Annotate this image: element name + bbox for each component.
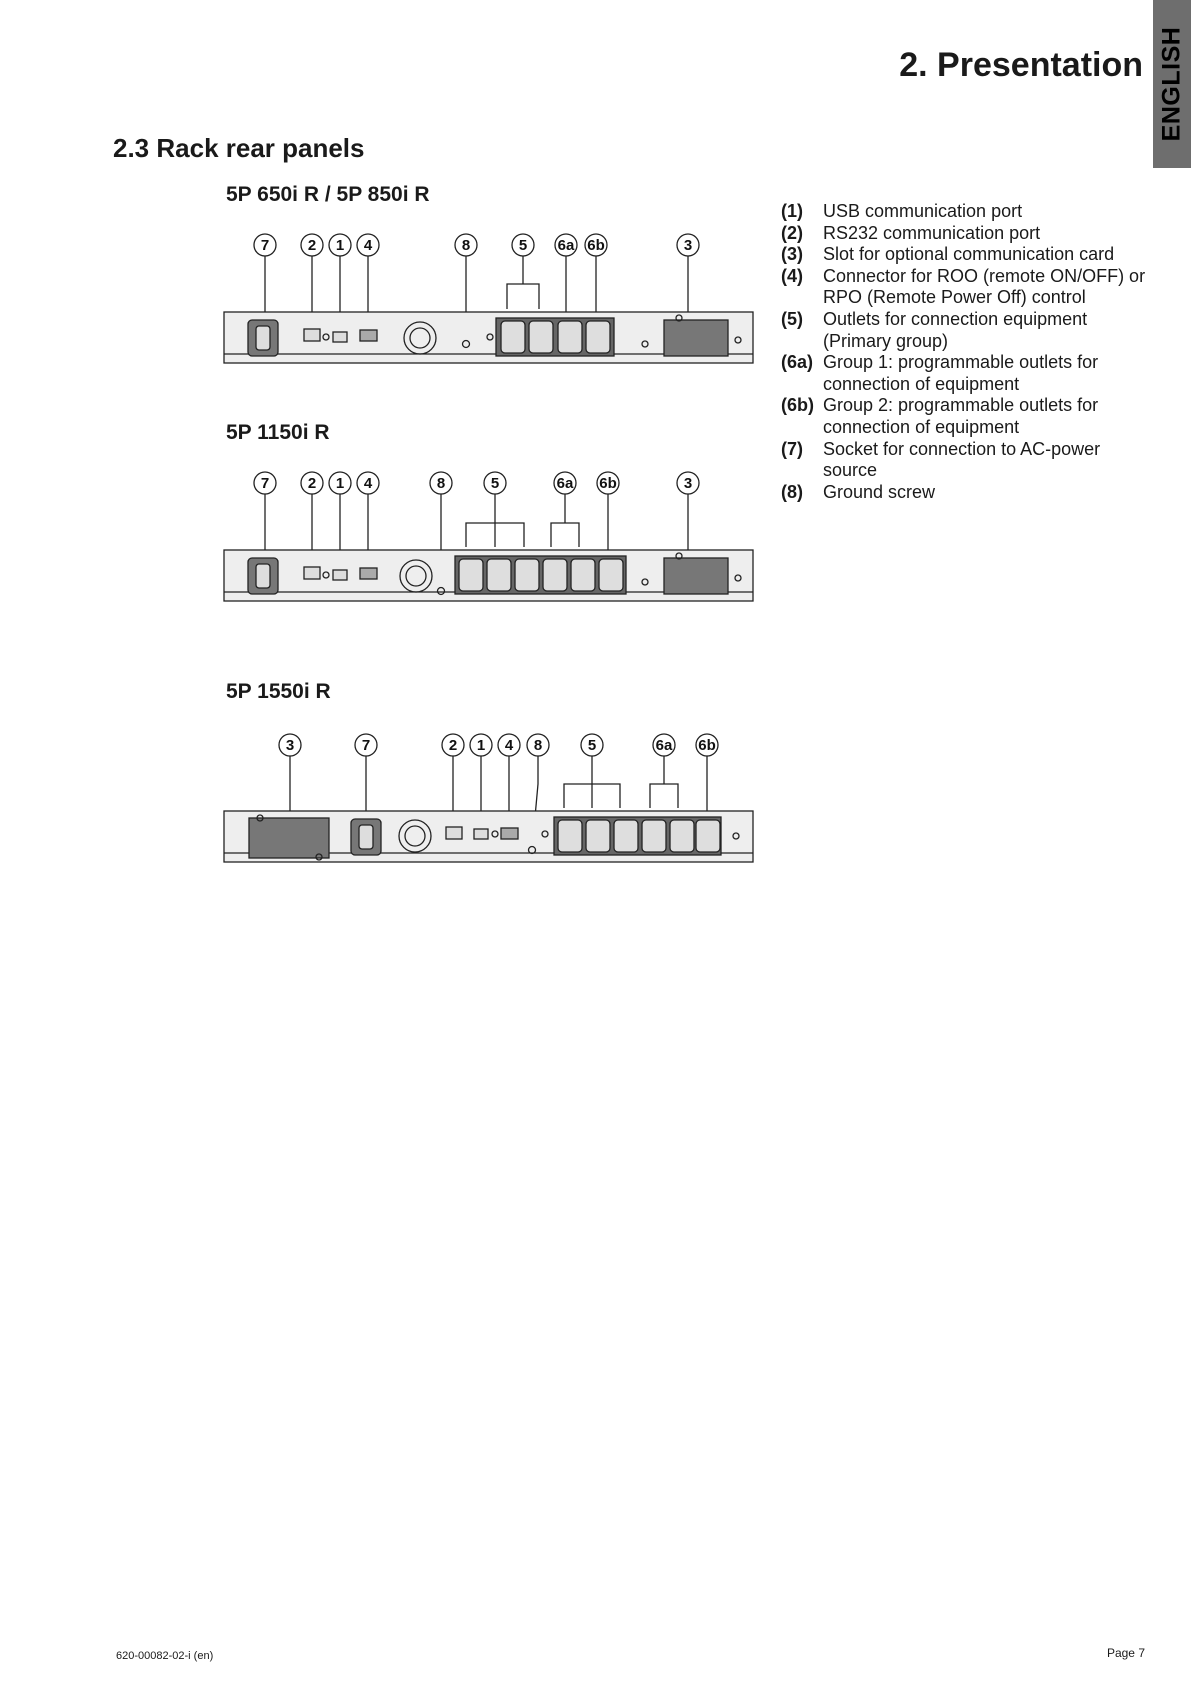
rear-panel-diagram-2 <box>220 464 760 624</box>
callout-label: 8 <box>436 475 446 492</box>
document-reference: 620-00082-02-i (en) <box>116 1650 214 1662</box>
legend-text: Ground screw <box>823 481 936 502</box>
callout-label: 3 <box>683 475 693 492</box>
legend-text: RS232 communication port <box>823 222 1041 243</box>
page-number: Page 7 <box>1106 1646 1145 1660</box>
callout-label: 7 <box>260 475 270 492</box>
callout-label: 3 <box>683 237 693 254</box>
legend-number: (3) <box>781 244 803 265</box>
callout-label: 5 <box>518 237 528 254</box>
callout-label: 4 <box>504 737 514 754</box>
callout-label: 7 <box>361 737 371 754</box>
legend-item <box>781 439 1151 482</box>
callout-label: 2 <box>307 237 317 254</box>
legend-item <box>781 482 1151 504</box>
legend-number: (5) <box>781 308 803 329</box>
legend-item <box>781 266 1151 309</box>
callout-label: 6a <box>655 737 673 754</box>
legend-text: Slot for optional communication card <box>823 244 1115 265</box>
model-title-2: 5P 1150i R <box>226 421 330 444</box>
legend-text: Outlets for connection equipment (Primary group) <box>823 308 1088 351</box>
callout-label: 6b <box>587 237 605 254</box>
legend-item <box>781 223 1151 245</box>
legend-item <box>781 352 1151 395</box>
callout-label: 2 <box>307 475 317 492</box>
legend-number: (8) <box>781 481 803 502</box>
model-title-1: 5P 650i R / 5P 850i R <box>226 183 430 206</box>
callout-label: 6b <box>599 475 617 492</box>
callout-label: 4 <box>363 475 373 492</box>
language-tab <box>1153 0 1191 168</box>
callout-label: 1 <box>335 475 345 492</box>
legend-text: Group 1: programmable outlets for connection of equipment <box>823 352 1099 394</box>
legend-text: Socket for connection to AC-power source <box>823 438 1101 481</box>
legend-number: (1) <box>781 201 803 221</box>
legend-number: (7) <box>781 438 803 459</box>
callout-label: 5 <box>490 475 500 492</box>
legend-number: (6a) <box>781 352 814 373</box>
model-title-3: 5P 1550i R <box>226 680 331 703</box>
callout-label: 6a <box>557 237 575 254</box>
rear-panel-diagram-3 <box>220 722 760 882</box>
callout-label: 8 <box>461 237 471 254</box>
legend-item <box>781 244 1151 266</box>
callout-label: 7 <box>260 237 270 254</box>
legend-number: (4) <box>781 265 803 286</box>
callout-label: 8 <box>533 737 543 754</box>
callout-label: 5 <box>587 737 597 754</box>
legend-text: Group 2: programmable outlets for connection of equipment <box>823 395 1099 437</box>
chapter-title: 2. Presentation <box>899 46 1143 84</box>
callout-label: 1 <box>335 237 345 254</box>
language-label: ENGLISH <box>1157 26 1186 142</box>
callout-label: 3 <box>285 737 295 754</box>
legend-number: (6b) <box>781 395 814 416</box>
callout-label: 1 <box>476 737 486 754</box>
legend-item <box>781 309 1151 352</box>
legend-text: Connector for ROO (remote ON/OFF) or RPO (Remote Power Off) control <box>823 265 1146 308</box>
callout-label: 4 <box>363 237 373 254</box>
callout-label: 6a <box>556 475 574 492</box>
legend-text: USB communication port <box>823 201 1023 221</box>
callout-label: 6b <box>698 737 716 754</box>
callout-label: 2 <box>448 737 458 754</box>
section-title: 2.3 Rack rear panels <box>113 133 365 163</box>
legend-item <box>781 395 1151 438</box>
legend-item <box>781 201 1151 223</box>
legend <box>781 201 1151 503</box>
legend-number: (2) <box>781 222 803 243</box>
rear-panel-diagram-1 <box>220 226 760 386</box>
